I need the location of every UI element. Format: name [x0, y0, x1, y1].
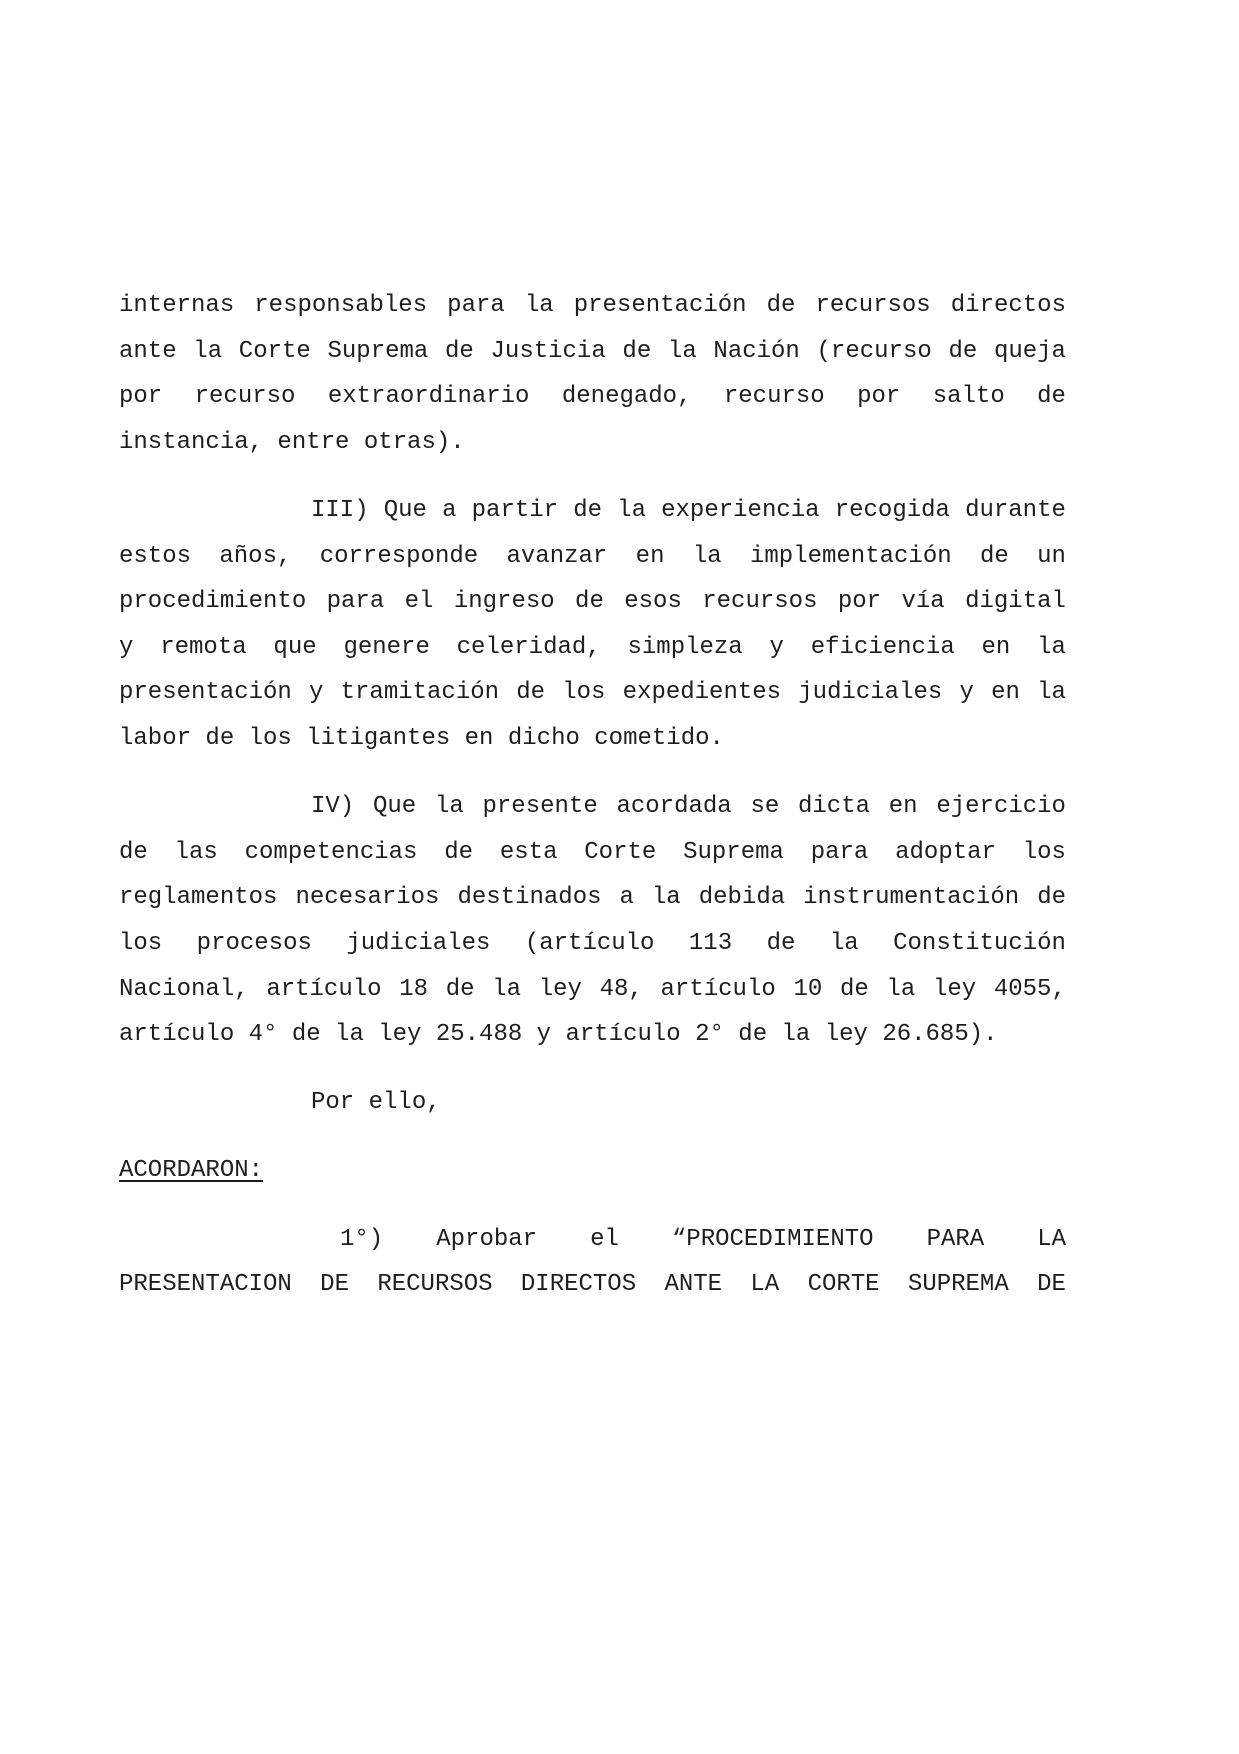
word: de — [622, 338, 652, 365]
word: Corte — [584, 839, 657, 866]
word: LA — [1037, 1226, 1066, 1253]
word: las — [174, 839, 218, 866]
word: Suprema — [683, 839, 784, 866]
word: de — [445, 338, 474, 365]
word: recurso — [723, 383, 825, 410]
word: 18 — [399, 976, 429, 1003]
word: DE — [320, 1271, 349, 1298]
word: la — [829, 930, 859, 957]
word: la — [692, 543, 722, 570]
word: de — [979, 543, 1009, 570]
word: un — [1037, 543, 1066, 570]
word: y — [309, 679, 324, 706]
word: la — [617, 497, 646, 524]
paragraph-line — [119, 970, 1066, 1010]
paragraph-line: artículo 4° de la ley 25.488 y artículo 2° de la ley 26.685). — [119, 1021, 998, 1048]
word: (artículo — [524, 930, 655, 957]
word: DIRECTOS — [520, 1271, 637, 1298]
word: “PROCEDIMIENTO — [671, 1226, 874, 1253]
word: reglamentos — [119, 884, 278, 911]
word: celeridad, — [456, 634, 601, 661]
word: de — [575, 588, 604, 615]
word: Nación — [713, 338, 800, 365]
word: vía — [901, 588, 945, 615]
word: en — [981, 634, 1011, 661]
word: estos — [119, 543, 192, 570]
paragraph-line — [119, 582, 1066, 622]
word: LA — [750, 1271, 780, 1298]
word: eficiencia — [810, 634, 955, 661]
paragraph-iv-first-line — [311, 787, 1066, 827]
word: partir — [471, 497, 559, 524]
word: procedimiento — [119, 588, 307, 615]
word: por — [837, 588, 882, 615]
word: judiciales — [798, 679, 943, 706]
word: y — [959, 679, 974, 706]
word: extraordinario — [327, 383, 530, 410]
word: dicta — [798, 793, 871, 820]
word: responsables — [254, 292, 428, 319]
word: la — [193, 338, 223, 365]
word: la — [1037, 634, 1066, 661]
word: presente — [482, 793, 598, 820]
paragraph-line — [119, 833, 1066, 873]
word: por — [119, 383, 163, 410]
word: Corte — [238, 338, 311, 365]
word: digital — [965, 588, 1066, 615]
word: la — [667, 338, 697, 365]
acordaron-heading — [119, 1151, 1066, 1191]
paragraph-line — [119, 286, 1066, 326]
word: a — [442, 497, 457, 524]
word: judiciales — [346, 930, 491, 957]
word: de — [766, 930, 796, 957]
word: ley — [932, 976, 977, 1003]
word: SUPREMA — [907, 1271, 1009, 1298]
word: Justicia — [490, 338, 606, 365]
word: de — [766, 292, 796, 319]
paragraph-line — [119, 673, 1066, 713]
word: presentación — [119, 679, 292, 706]
word: ante — [119, 338, 177, 365]
word: denegado, — [561, 383, 692, 410]
word: Suprema — [327, 338, 429, 365]
word: el — [590, 1226, 619, 1253]
word: años, — [219, 543, 292, 570]
word: recursos — [815, 292, 931, 319]
word: la — [434, 793, 464, 820]
word: 1°) — [340, 1226, 384, 1253]
paragraph-line: instancia, entre otras). — [119, 429, 465, 456]
word: artículo — [266, 976, 382, 1003]
word: artículo — [660, 976, 776, 1003]
word: los — [562, 679, 606, 706]
word: debida — [698, 884, 786, 911]
word: Que — [372, 793, 417, 820]
paragraph-line: labor de los litigantes en dicho cometido. — [119, 725, 724, 752]
word: procesos — [196, 930, 312, 957]
word: instrumentación — [803, 884, 1020, 911]
word: los — [119, 930, 163, 957]
word: y — [769, 634, 784, 661]
word: corresponde — [319, 543, 479, 570]
word: el — [404, 588, 434, 615]
word: IV) — [311, 793, 355, 820]
word: Aprobar — [436, 1226, 538, 1253]
word: la — [886, 976, 916, 1003]
word: de — [1037, 884, 1066, 911]
resolution-1-line — [119, 1265, 1066, 1305]
word: la — [1037, 679, 1066, 706]
word: PRESENTACION — [119, 1271, 292, 1298]
paragraph-line — [119, 628, 1066, 668]
word: necesarios — [295, 884, 440, 911]
word: por — [857, 383, 901, 410]
word: de — [948, 338, 978, 365]
word: internas — [119, 292, 235, 319]
word: tramitación — [340, 679, 500, 706]
word: en — [991, 679, 1020, 706]
word: la — [651, 884, 681, 911]
word: competencias — [244, 839, 418, 866]
word: avanzar — [506, 543, 608, 570]
word: en — [635, 543, 665, 570]
word: ejercicio — [936, 793, 1066, 820]
word: los — [1022, 839, 1066, 866]
word: recursos — [702, 588, 818, 615]
paragraph-iii-first-line — [311, 491, 1066, 531]
word: queja — [993, 338, 1066, 365]
word: que — [273, 634, 317, 661]
word: y — [119, 634, 134, 661]
word: para — [326, 588, 385, 615]
paragraph-line — [119, 878, 1066, 918]
word: esta — [499, 839, 558, 866]
word: adoptar — [895, 839, 996, 866]
word: la — [524, 292, 554, 319]
paragraph-line — [119, 924, 1066, 964]
word: PARA — [926, 1226, 985, 1253]
word: de — [516, 679, 546, 706]
paragraph-line — [119, 332, 1066, 372]
word: en — [888, 793, 918, 820]
word: acordada — [616, 793, 732, 820]
word: ANTE — [664, 1271, 723, 1298]
word: Que — [383, 497, 427, 524]
word: expedientes — [622, 679, 782, 706]
word: de — [444, 839, 474, 866]
word: RECURSOS — [377, 1271, 493, 1298]
word: CORTE — [807, 1271, 880, 1298]
word: recogida — [834, 497, 950, 524]
word: de — [119, 839, 148, 866]
word: a — [619, 884, 634, 911]
paragraph-line — [119, 377, 1066, 417]
word: esos — [624, 588, 682, 615]
word: salto — [932, 383, 1005, 410]
word: de — [445, 976, 475, 1003]
word: Nacional, — [119, 976, 249, 1003]
word: genere — [343, 634, 430, 661]
por-ello-text: Por ello, — [311, 1089, 441, 1116]
word: 48, — [599, 976, 643, 1003]
word: de — [1037, 383, 1066, 410]
word: experiencia — [661, 497, 820, 524]
word: la — [492, 976, 522, 1003]
word: (recurso — [816, 338, 932, 365]
word: ingreso — [453, 588, 555, 615]
word: presentación — [573, 292, 747, 319]
word: remota — [160, 634, 247, 661]
word: 113 — [688, 930, 733, 957]
word: destinados — [457, 884, 602, 911]
word: 4055, — [993, 976, 1066, 1003]
acordaron-heading-text: ACORDARON: — [119, 1157, 264, 1184]
word: recurso — [194, 383, 296, 410]
word: para — [810, 839, 869, 866]
word: DE — [1037, 1271, 1066, 1298]
word: 10 — [793, 976, 823, 1003]
word: de — [839, 976, 869, 1003]
word: Constitución — [893, 930, 1066, 957]
paragraph-line — [119, 537, 1066, 577]
word: de — [573, 497, 603, 524]
word: implementación — [749, 543, 952, 570]
word: III) — [311, 497, 369, 524]
word: simpleza — [627, 634, 743, 661]
word: durante — [965, 497, 1066, 524]
resolution-1-first-line — [340, 1220, 1066, 1260]
word: se — [750, 793, 780, 820]
word: para — [447, 292, 505, 319]
word: directos — [950, 292, 1066, 319]
word: ley — [538, 976, 582, 1003]
